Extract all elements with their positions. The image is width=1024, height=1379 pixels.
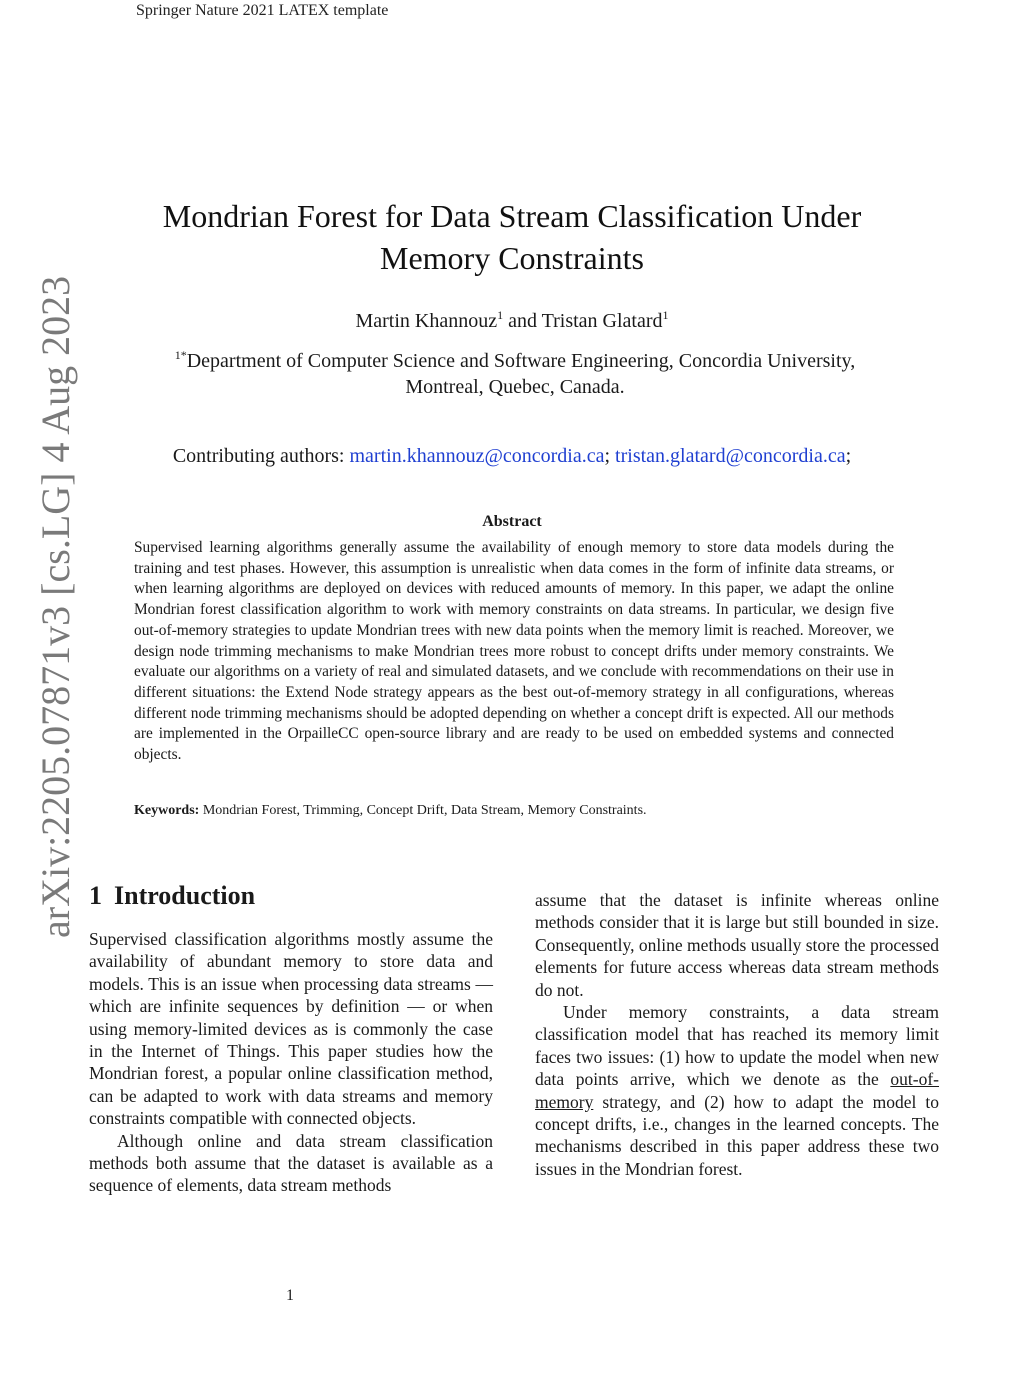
author-affil-mark: 1: [662, 308, 669, 322]
paragraph-text: strategy, and (2) how to adapt the model to concept drifts, i.e., changes in the learned concepts. The mechanisms described in this paper address these two issues in the Mondrian forest.: [535, 1091, 939, 1179]
section-heading: [89, 881, 255, 911]
affiliation-mark: 1*: [174, 348, 187, 362]
defined-term: out-of-memory: [535, 1069, 939, 1112]
contact-label: Contributing authors:: [172, 445, 350, 467]
page-number: 1: [286, 1287, 294, 1304]
affiliation: [120, 348, 910, 400]
section-number: 1: [89, 881, 102, 910]
author-name: Martin Khannouz: [355, 310, 498, 332]
affiliation-line-2: Montreal, Quebec, Canada.: [405, 376, 625, 398]
paragraph: Supervised classification algorithms mostly assume the availability of abundant memory to store data and models. This is an issue when processing data streams — which are infinite sequences by definition — or when using memory-limited devices as is commonly the case in the Internet of Things. This paper studies how the Mondrian forest, a popular online classification method, can be adapted to work with data streams and memory constraints compatible with connected objects.: [89, 929, 493, 1129]
email-link[interactable]: martin.khannouz@concordia.ca: [349, 445, 605, 467]
keywords-text: Mondrian Forest, Trimming, Concept Drift, Data Stream, Memory Constraints.: [199, 803, 647, 818]
paragraph: assume that the dataset is infinite whereas online methods consider that it is large but still bounded in size. Consequently, online methods usually store the processed elements for future access whereas data stream methods do not.: [535, 890, 939, 1000]
author-connector: and: [503, 310, 542, 332]
paragraph-text: Under memory constraints, a data stream classification model that has reached its memory limit faces two issues: (1) how to update the model when new data points arrive, which we denote as the: [535, 1002, 939, 1090]
paragraph: [535, 1001, 939, 1180]
author-affil-mark: 1: [497, 308, 504, 322]
arxiv-identifier: arXiv:2205.07871v3 [cs.LG] 4 Aug 2023: [33, 275, 78, 938]
abstract-text: Supervised learning algorithms generally assume the availability of enough memory to store data models during the training and test phases. However, this assumption is unrealistic when data comes in the form of infinite data streams, or when learning algorithms are deployed on devices with reduced amounts of memory. In this paper, we adapt the online Mondrian forest classification algorithm to work with memory constraints on data streams. In particular, we design five out-of-memory strategies to update Mondrian trees with new data points when the memory limit is reached. Moreover, we design node trimming mechanisms to make Mondrian trees more robust to concept drifts under memory constraints. We evaluate our algorithms on a variety of real and simulated datasets, and we conclude with recommendations on their use in different situations: the Extend Node strategy appears as the best out-of-memory strategy in all configurations, whereas different node trimming mechanisms should be adopted depending on whether a concept drift is expected. All our methods are implemented in the OrpailleCC open-source library and are ready to be used on embedded systems and connected objects.: [134, 539, 894, 764]
left-column: [89, 928, 493, 1197]
abstract-heading: Abstract: [482, 513, 542, 530]
author-name: Tristan Glatard: [541, 310, 663, 332]
paper-title: [0, 195, 1024, 279]
title-line-1: Mondrian Forest for Data Stream Classification Under: [162, 198, 862, 234]
contact-end: ;: [845, 445, 852, 467]
right-column: [535, 889, 939, 1180]
paragraph: Although online and data stream classification methods both assume that the dataset is available as a sequence of elements, data stream methods: [89, 1130, 493, 1196]
affiliation-line-1: Department of Computer Science and Software Engineering, Concordia University,: [186, 350, 856, 372]
email-link[interactable]: tristan.glatard@concordia.ca: [615, 445, 846, 467]
title-line-2: Memory Constraints: [380, 240, 644, 276]
keywords: [134, 803, 894, 819]
section-title: Introduction: [114, 881, 256, 910]
contact-line: [0, 445, 1024, 468]
author-list: [0, 310, 1024, 333]
email-separator: ;: [604, 445, 616, 467]
running-head: Springer Nature 2021 LATEX template: [136, 2, 389, 19]
keywords-label: Keywords:: [134, 803, 200, 818]
